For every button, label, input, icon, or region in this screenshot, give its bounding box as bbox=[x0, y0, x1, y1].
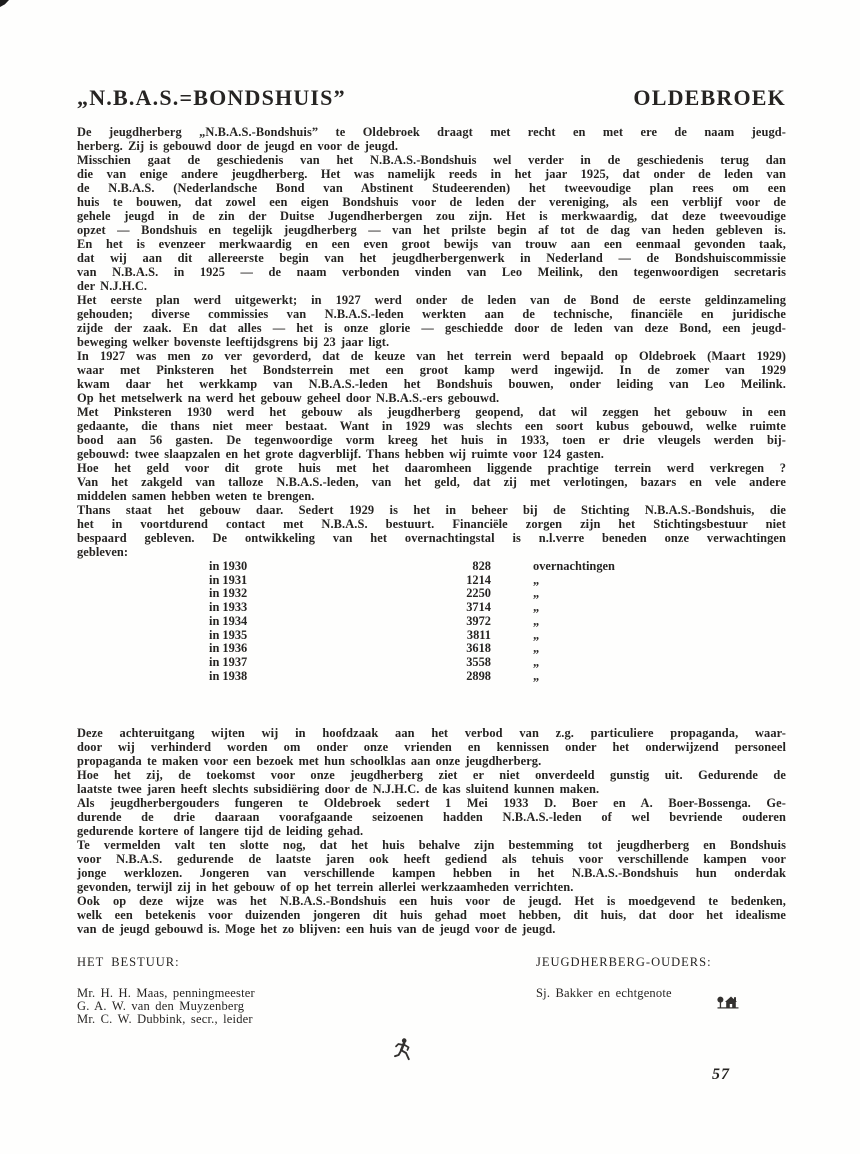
overnight-stays-table bbox=[77, 560, 786, 683]
text-line: de N.B.A.S. (Nederlandsche Bond van Abstinent Studeerenden) het tweevoudige plan rees om een bbox=[77, 181, 786, 195]
board-member: Mr. C. W. Dubbink, secr., leider bbox=[77, 1012, 253, 1027]
table-cell-count: 2898 bbox=[466, 668, 491, 683]
text-line: gehouden; diverse commissies van N.B.A.S.-leden werkten aan de technische, financiële en juridische bbox=[77, 307, 786, 321]
table-cell-year: in 1935 bbox=[209, 627, 248, 642]
table-row bbox=[77, 601, 786, 615]
text-line: Het eerste plan werd uitgewerkt; in 1927 werd onder de leden van de Bond de eerste geldinzameling bbox=[77, 293, 786, 307]
table-cell-year: in 1932 bbox=[209, 586, 248, 601]
text-line: gedaante, die thans niet meer bestaat. Want in 1929 was slechts een soort kubus gebouwd, welke ruimte bbox=[77, 419, 786, 433]
text-line: Ook op deze wijze was het N.B.A.S.-Bondshuis een huis voor de jeugd. Het is moedgevend te bedenken, bbox=[77, 894, 786, 908]
text-line: zijde der zaak. En dat alles — het is onze glorie — geschiedde door de leden van deze Bond, een jeugd- bbox=[77, 321, 786, 335]
table-cell-count: 3714 bbox=[466, 600, 491, 615]
text-line: bood aan 56 gasten. De tegenwoordige vorm kreeg het huis in 1933, toen er drie vleugels werden bij- bbox=[77, 433, 786, 447]
text-line: middelen samen hebben weten te brengen. bbox=[77, 489, 315, 503]
paragraph bbox=[77, 405, 786, 461]
table-cell-year: in 1938 bbox=[209, 668, 248, 683]
text-line: het in voortdurend contact met N.B.A.S. bestuurt. Financiële zorgen zijn het Stichtingsbestuur niet bbox=[77, 517, 786, 531]
table-cell-unit: overnachtingen bbox=[533, 559, 615, 573]
text-line: De jeugdherberg „N.B.A.S.-Bondshuis” te Oldebroek draagt met recht en met ere de naam jeugd- bbox=[77, 125, 786, 139]
text-line: Te vermelden valt ten slotte nog, dat het huis behalve zijn bestemming tot jeugdherberg en Bondshuis bbox=[77, 838, 786, 852]
text-line: beweging welker bovenste leeftijdsgrens bij 23 jaar ligt. bbox=[77, 335, 390, 349]
article-body-top bbox=[77, 125, 786, 559]
text-line: gebouwd: twee slaapzalen en het grote dagverblijf. Thans hebben wij ruimte voor 124 gasten. bbox=[77, 447, 604, 461]
table-cell-unit: „ bbox=[533, 627, 540, 642]
board-member: Mr. H. H. Maas, penningmeester bbox=[77, 986, 255, 1000]
table-row bbox=[77, 670, 786, 684]
text-line: jonge werklozen. Jongeren van verschillende kampen hebben in het N.B.A.S.-Bondshuis hun onderdak bbox=[77, 866, 786, 880]
table-cell-year: in 1930 bbox=[209, 559, 248, 573]
table-cell-unit: „ bbox=[533, 586, 540, 601]
table-cell-unit: „ bbox=[533, 600, 540, 615]
text-line: dat wij aan dit allereerste begin van het jeugdherbergenwerk in Nederland — de Bondshuiscommissie bbox=[77, 251, 786, 265]
text-line: opzet — Bondshuis en tegelijk jeugdherberg — van het prilste begin af tot de dag van heden gebleven is. bbox=[77, 223, 786, 237]
table-row bbox=[77, 615, 786, 629]
paragraph bbox=[77, 726, 786, 768]
text-line: laatste twee jaren heeft slechts subsidiëring door de N.J.H.C. de kas sluitend kunnen maken. bbox=[77, 782, 600, 796]
table-cell-count: 1214 bbox=[466, 572, 491, 587]
table-cell-unit: „ bbox=[533, 572, 540, 587]
text-line: Als jeugdherbergouders fungeren te Oldebroek sedert 1 Mei 1933 D. Boer en A. Boer-Bossenga. Ge- bbox=[77, 796, 786, 810]
text-line: bespaard gebleven. De ontwikkeling van het overnachtingstal is n.l.verre beneden onze verwachtingen bbox=[77, 531, 786, 545]
text-line: huis te bouwen, dat zowel een eigen Bondshuis voor de leden der vereniging, als een verblijf voor de bbox=[77, 195, 786, 209]
table-cell-unit: „ bbox=[533, 668, 540, 683]
table-row bbox=[77, 642, 786, 656]
text-line: waar met Pinksteren het Bondsterrein met een groot kamp werd ingewijd. In de zomer van 1929 bbox=[77, 363, 786, 377]
page-number: 57 bbox=[712, 1066, 730, 1083]
paragraph bbox=[77, 293, 786, 349]
table-row bbox=[77, 587, 786, 601]
text-line: gebleven: bbox=[77, 545, 129, 559]
text-line: Van het zakgeld van talloze N.B.A.S.-leden, van het geld, dat zij met verlotingen, bazars en vele andere bbox=[77, 475, 786, 489]
house-with-tree-icon bbox=[717, 994, 739, 1009]
table-cell-count: 3811 bbox=[466, 627, 491, 642]
paragraph bbox=[77, 349, 786, 405]
table-cell-year: in 1936 bbox=[209, 641, 248, 656]
table-cell-unit: „ bbox=[533, 613, 540, 628]
table-row bbox=[77, 574, 786, 588]
text-line: En het is evenzeer merkwaardig en een even groot bewijs van trouw aan een eenmaal gevonden taak, bbox=[77, 237, 786, 251]
text-line: Hoe het geld voor dit grote huis met het daaromheen liggende prachtige terrein werd verkregen ? bbox=[77, 461, 786, 475]
text-line: der N.J.H.C. bbox=[77, 279, 148, 293]
table-cell-count: 3618 bbox=[466, 641, 491, 656]
paragraph bbox=[77, 503, 786, 559]
text-line: kwam daar het werkkamp van N.B.A.S.-leden het Bondshuis bouwen, onder leiding van Leo Meilink. bbox=[77, 377, 786, 391]
text-line: voor N.B.A.S. gedurende de laatste jaren ook heeft gediend als tehuis voor verschillende kampen voor bbox=[77, 852, 786, 866]
text-line: gehele jeugd in de zin der Duitse Jugendherbergen zou zijn. Het is merkwaardig, dat deze tweevoudige bbox=[77, 209, 786, 223]
text-line: van N.B.A.S. in 1925 — de naam verbonden vinden van Leo Meilink, den tegenwoordigen secretaris bbox=[77, 265, 786, 279]
table-cell-count: 2250 bbox=[466, 586, 491, 601]
table-row bbox=[77, 656, 786, 670]
hostel-parents-list bbox=[536, 987, 672, 1000]
table-cell-unit: „ bbox=[533, 641, 540, 656]
text-line: durende de drie daaraan voorafgaande seizoenen hadden N.B.A.S.-leden of wel bevriende ouderen bbox=[77, 810, 786, 824]
table-row bbox=[77, 560, 786, 574]
scan-artifact bbox=[0, 0, 9, 7]
paragraph bbox=[77, 153, 786, 293]
table-row bbox=[77, 629, 786, 643]
article-header bbox=[77, 85, 786, 111]
table-cell-unit: „ bbox=[533, 654, 540, 669]
table-cell-count: 828 bbox=[472, 559, 491, 573]
text-line: gevonden, terwijl zij in het gebouw of op het terrein allerlei werkzaamheden verrichten. bbox=[77, 880, 574, 894]
article-body-bottom bbox=[77, 726, 786, 936]
text-line: gedurende kortere of langere tijd de leiding gehad. bbox=[77, 824, 364, 838]
table-cell-year: in 1931 bbox=[209, 572, 248, 587]
article-location-title: OLDEBROEK bbox=[633, 85, 786, 110]
text-line: propaganda te maken voor een bezoek met hun schoolklas aan onze jeugdherberg. bbox=[77, 754, 542, 768]
running-person-icon bbox=[394, 1038, 411, 1061]
text-line: door wij verhinderd worden om onder onze vrienden en kennissen onder het onderwijzend personeel bbox=[77, 740, 786, 754]
hostel-parents-heading: JEUGDHERBERG-OUDERS: bbox=[536, 955, 712, 969]
text-line: Misschien gaat de geschiedenis van het N.B.A.S.-Bondshuis wel verder in de geschiedenis terug dan bbox=[77, 153, 786, 167]
text-line: herberg. Zij is gebouwd door de jeugd en voor de jeugd. bbox=[77, 139, 399, 153]
table-cell-year: in 1934 bbox=[209, 613, 248, 628]
table-cell-count: 3972 bbox=[466, 613, 491, 628]
hostel-parent: Sj. Bakker en echtgenote bbox=[536, 986, 672, 1000]
board-heading: HET BESTUUR: bbox=[77, 955, 180, 969]
text-line: welk een betekenis voor duizenden jongeren dit huis gehad moet hebben, dit huis, dat door het idealisme bbox=[77, 908, 786, 922]
table-cell-year: in 1933 bbox=[209, 600, 248, 615]
paragraph bbox=[77, 838, 786, 894]
text-line: Op het metselwerk na werd het gebouw geheel door N.B.A.S.-ers gebouwd. bbox=[77, 391, 500, 405]
paragraph bbox=[77, 768, 786, 796]
paragraph bbox=[77, 796, 786, 838]
text-line: Deze achteruitgang wijten wij in hoofdzaak aan het verbod van z.g. particuliere propaganda, waar- bbox=[77, 726, 786, 740]
article-title: „N.B.A.S.=BONDSHUIS” bbox=[77, 85, 346, 110]
table-cell-year: in 1937 bbox=[209, 654, 248, 669]
text-line: In 1927 was men zo ver gevorderd, dat de keuze van het terrein werd bepaald op Oldebroek (Maart 1929) bbox=[77, 349, 786, 363]
text-line: Met Pinksteren 1930 werd het gebouw als jeugdherberg geopend, dat wil zeggen het gebouw in een bbox=[77, 405, 786, 419]
paragraph bbox=[77, 894, 786, 936]
board-member: G. A. W. van den Muyzenberg bbox=[77, 999, 245, 1014]
paragraph bbox=[77, 125, 786, 153]
text-line: Thans staat het gebouw daar. Sedert 1929 is het in beheer bij de Stichting N.B.A.S.-Bondshuis, die bbox=[77, 503, 786, 517]
text-line: die van enige andere jeugdherberg. Het was namelijk reeds in het jaar 1925, dat onder de leden van bbox=[77, 167, 786, 181]
board-members-list bbox=[77, 987, 255, 1027]
text-line: van de jeugd gebouwd is. Moge het zo blijven: een huis van de jeugd voor de jeugd. bbox=[77, 922, 556, 936]
table-cell-count: 3558 bbox=[466, 654, 491, 669]
text-line: Hoe het zij, de toekomst voor onze jeugdherberg ziet er niet onverdeeld gunstig uit. Gedurende de bbox=[77, 768, 786, 782]
paragraph bbox=[77, 461, 786, 503]
